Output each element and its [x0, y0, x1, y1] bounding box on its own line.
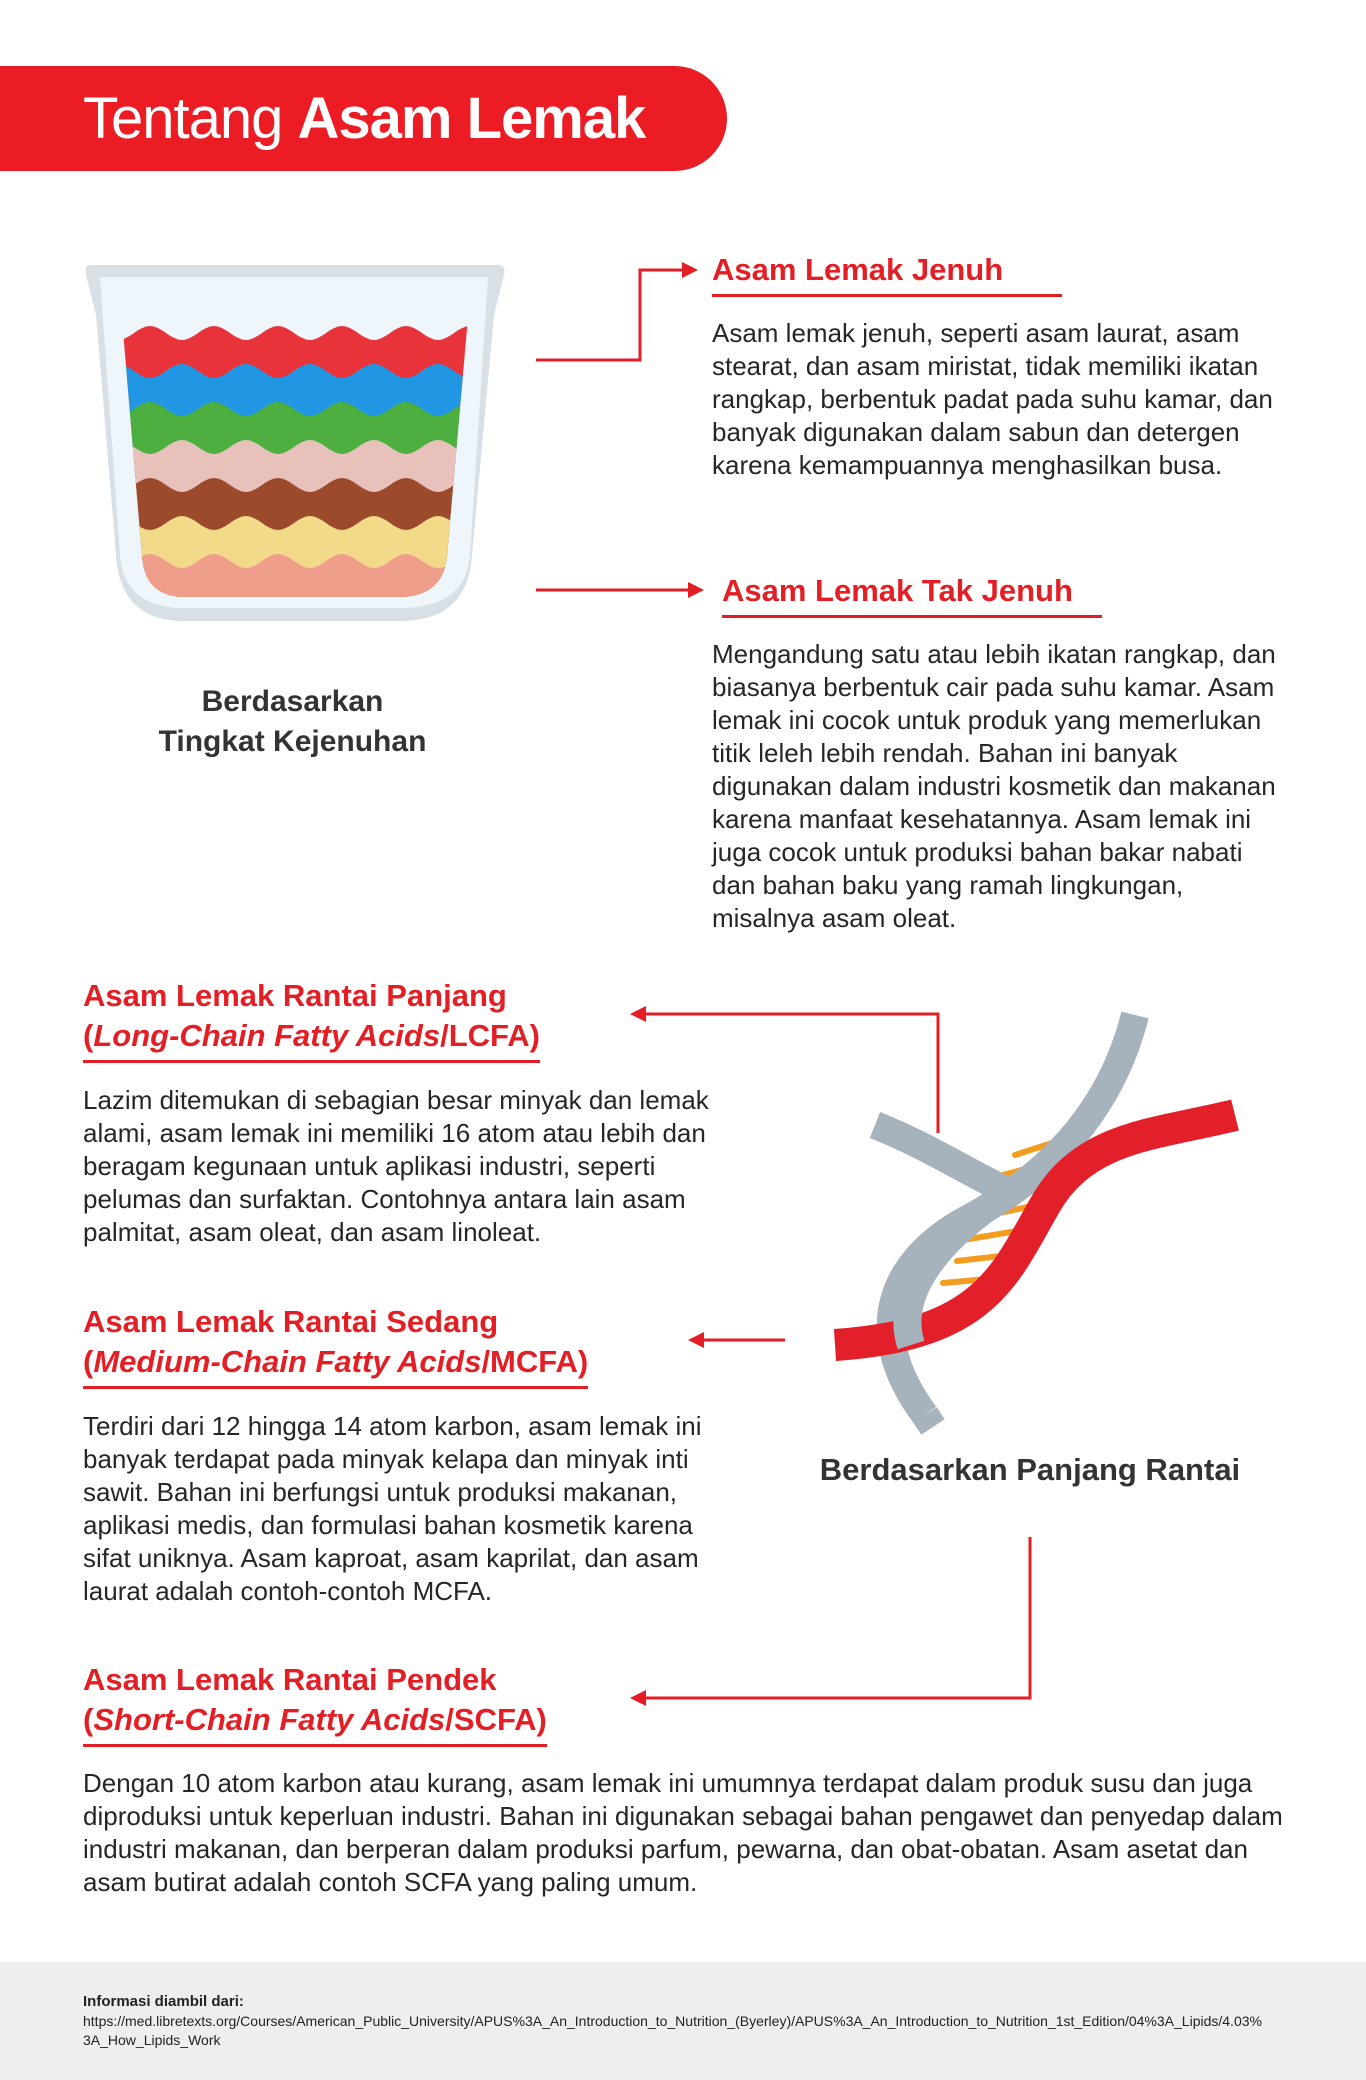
saturation-caption-line2: Tingkat Kejenuhan	[158, 725, 427, 758]
title-bold: Asam Lemak	[297, 86, 646, 151]
long-chain-heading	[83, 976, 540, 1063]
medium-chain-body: Terdiri dari 12 hingga 14 atom karbon, asam lemak ini banyak terdapat pada minyak kelapa dan minyak inti sawit. Bahan ini berfungsi untuk produksi makanan, aplikasi medis, dan formulasi bahan kosmetik karena sifat uniknya. Asam kaproat, asam kaprilat, dan asam laurat adalah contoh-contoh MCFA.	[83, 1411, 702, 1606]
source-url: https://med.libretexts.org/Courses/American_Public_University/APUS%3A_An_Introduction_to_Nutrition_(Byerley)/APUS%3A_An_Introduction_to_Nutrition_1st_Edition/04%3A_Lipids/4.03%3A_How_Lipids_Work	[83, 2013, 1262, 2048]
source-label: Informasi diambil dari:	[83, 1993, 244, 2010]
unsaturated-heading: Asam Lemak Tak Jenuh	[722, 571, 1102, 618]
medium-abbr: /MCFA)	[481, 1344, 589, 1379]
footer	[0, 1962, 1366, 2080]
medium-italic: Medium-Chain Fatty Acids	[93, 1344, 482, 1379]
long-chain-body: Lazim ditemukan di sebagian besar minyak dan lemak alami, asam lemak ini memiliki 16 atom atau lebih dan beragam kegunaan untuk aplikasi industri, seperti pelumas dan surfaktan. Contohnya antara lain asam palmitat, asam oleat, dan asam linoleat.	[83, 1085, 709, 1247]
medium-chain-heading-line2	[83, 1342, 588, 1382]
unsaturated-body: Mengandung satu atau lebih ikatan rangkap, dan biasanya berbentuk cair pada suhu kamar. Asam lemak ini cocok untuk produk yang memerlukan titik leleh lebih rendah. Bahan ini banyak digunakan dalam industri kosmetik dan makanan karena manfaat kesehatannya. Asam lemak ini juga cocok untuk produksi bahan bakar nabati dan bahan baku yang ramah lingkungan, misalnya asam oleat.	[712, 639, 1276, 933]
long-chain-heading-line2	[83, 1016, 540, 1056]
short-italic: Short-Chain Fatty Acids	[93, 1702, 446, 1737]
saturated-body: Asam lemak jenuh, seperti asam laurat, asam stearat, dan asam miristat, tidak memiliki ikatan rangkap, berbentuk padat pada suhu kamar, dan banyak digunakan dalam sabun dan detergen karena kemampuannya menghasilkan busa.	[712, 318, 1273, 480]
saturation-caption-line1: Berdasarkan	[201, 685, 384, 718]
short-open: (	[83, 1702, 94, 1737]
title-light: Tentang	[83, 86, 298, 151]
saturated-heading: Asam Lemak Jenuh	[712, 250, 1062, 297]
chain-caption: Berdasarkan Panjang Rantai	[819, 1452, 1241, 1487]
cup-layers	[102, 326, 487, 961]
short-chain-body: Dengan 10 atom karbon atau kurang, asam lemak ini umumnya terdapat dalam produk susu dan juga diproduksi untuk keperluan industri. Bahan ini digunakan sebagai bahan pengawet dan penyedap dalam industri makanan, dan berperan dalam produksi parfum, pewarna, dan obat-obatan. Asam asetat dan asam butirat adalah contoh SCFA yang paling umum.	[83, 1768, 1283, 1897]
medium-chain-heading-line1: Asam Lemak Rantai Sedang	[83, 1304, 499, 1339]
short-chain-heading-line1: Asam Lemak Rantai Pendek	[83, 1662, 497, 1697]
long-abbr: /LCFA)	[440, 1018, 540, 1053]
connector-arrows-saturation	[530, 255, 710, 595]
long-chain-heading-line1: Asam Lemak Rantai Panjang	[83, 978, 507, 1013]
long-italic: Long-Chain Fatty Acids	[93, 1018, 441, 1053]
arrow-to-saturated	[536, 270, 685, 360]
medium-chain-heading	[83, 1302, 588, 1389]
short-chain-heading	[83, 1660, 547, 1747]
title-banner	[0, 66, 727, 171]
layered-cup-icon	[82, 255, 507, 625]
short-abbr: /SCFA)	[445, 1702, 547, 1737]
short-chain-heading-line2	[83, 1700, 547, 1740]
arrow-to-short	[642, 1537, 1030, 1698]
saturation-caption	[105, 682, 480, 762]
medium-open: (	[83, 1344, 94, 1379]
long-open: (	[83, 1018, 94, 1053]
dna-helix-icon	[815, 1005, 1265, 1430]
